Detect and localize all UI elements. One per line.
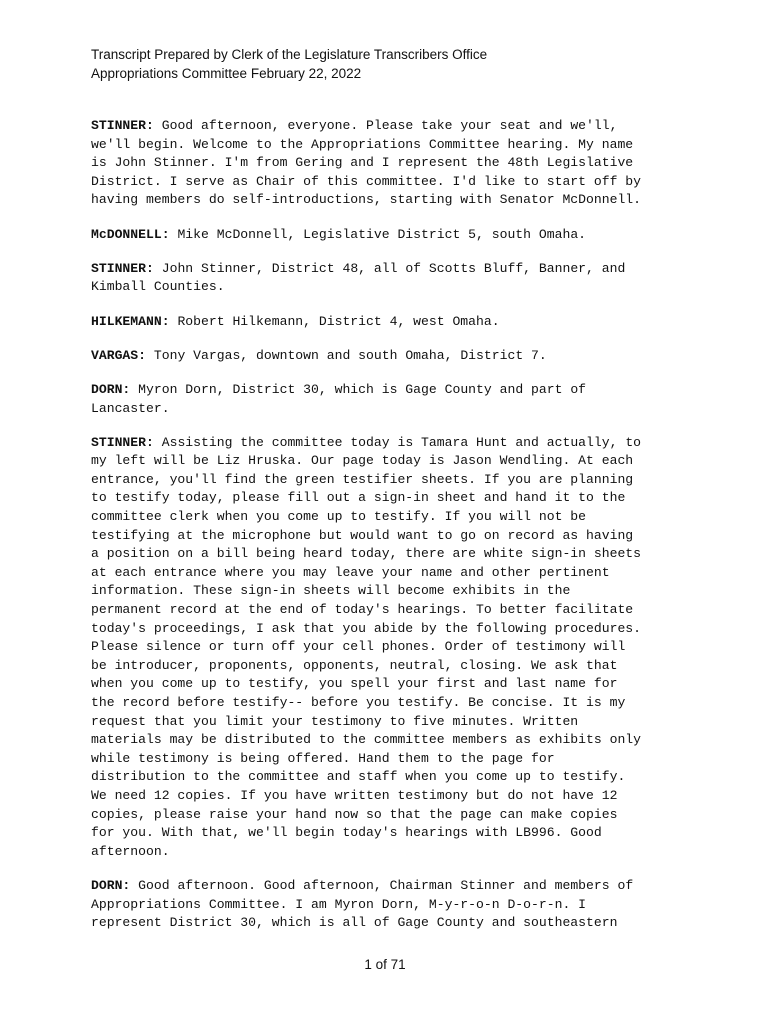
speaker-name: STINNER: (91, 260, 154, 276)
speaker-name: VARGAS: (91, 347, 147, 363)
speaker-name: STINNER: (91, 434, 154, 450)
paragraph-text: Good afternoon, everyone. Please take your seat and we'll, we'll begin. Welcome to the Appropriations Committee hearing. My name is John Stinner. I'm from Gering and I represent the 48th Legislative District. I serve as Chair of this committee. I'd like to start off by having members do self-introductions, starting with Senator McDonnell. (91, 118, 642, 208)
paragraph-text: John Stinner, District 48, all of Scotts Bluff, Banner, and Kimball Counties. (91, 260, 626, 295)
transcript-paragraph (91, 381, 691, 418)
transcript-paragraph (91, 260, 691, 297)
speaker-name: McDONNELL: (91, 226, 170, 242)
paragraph-text: Tony Vargas, downtown and south Omaha, District 7. (153, 347, 547, 363)
paragraph-text: Mike McDonnell, Legislative District 5, south Omaha. (177, 226, 587, 242)
page-header (91, 46, 487, 83)
transcript-body (91, 117, 691, 948)
transcript-paragraph (91, 877, 691, 933)
page-number: 1 of 71 (364, 957, 406, 972)
speaker-name: DORN: (91, 877, 131, 893)
speaker-name: HILKEMANN: (91, 313, 170, 329)
transcript-paragraph (91, 434, 691, 862)
paragraph-text: Myron Dorn, District 30, which is Gage County and part of Lancaster. (91, 381, 587, 416)
header-subtitle: Appropriations Committee February 22, 2022 (91, 65, 362, 81)
speaker-name: DORN: (91, 381, 131, 397)
paragraph-text: Robert Hilkemann, District 4, west Omaha. (177, 313, 500, 329)
transcript-paragraph (91, 347, 691, 366)
transcript-paragraph (91, 313, 691, 332)
header-title: Transcript Prepared by Clerk of the Legislature Transcribers Office (91, 47, 488, 62)
transcript-paragraph (91, 117, 691, 210)
paragraph-text: Good afternoon. Good afternoon, Chairman Stinner and members of Appropriations Committee. I am Myron Dorn, M-y-r-o-n D-o-r-n. I represent District 30, which is all of Gage County and southeastern (91, 877, 634, 931)
transcript-paragraph (91, 226, 691, 245)
paragraph-text: Assisting the committee today is Tamara Hunt and actually, to my left will be Liz Hruska. Our page today is Jason Wendling. At each entrance, you'll find the green testifier sheets. If you are planning to testify today, please fill out a sign-in sheet and hand it to the committee clerk when you come up to testify. If you will not be testifying at the microphone but would want to go on record as having a position on a bill being heard today, there are white sign-in sheets at each entrance where you may leave your name and other pertinent information. These sign-in sheets will become exhibits in the permanent record at the end of today's hearings. To better facilitate today's proceedings, I ask that you abide by the following procedures. Please silence or turn off your cell phones. Order of testimony will be introducer, proponents, opponents, neutral, closing. We ask that when you come up to testify, you spell your first and last name for the record before testify-- before you testify. Be concise. It is my request that you limit your testimony to five minutes. Written materials may be distributed to the committee members as exhibits only while testimony is being offered. Hand them to the page for distribution to the committee and staff when you come up to testify. We need 12 copies. If you have written testimony but do not have 12 copies, please raise your hand now so that the page can make copies for you. With that, we'll begin today's hearings with LB996. Good afternoon. (91, 434, 642, 859)
speaker-name: STINNER: (91, 118, 154, 133)
